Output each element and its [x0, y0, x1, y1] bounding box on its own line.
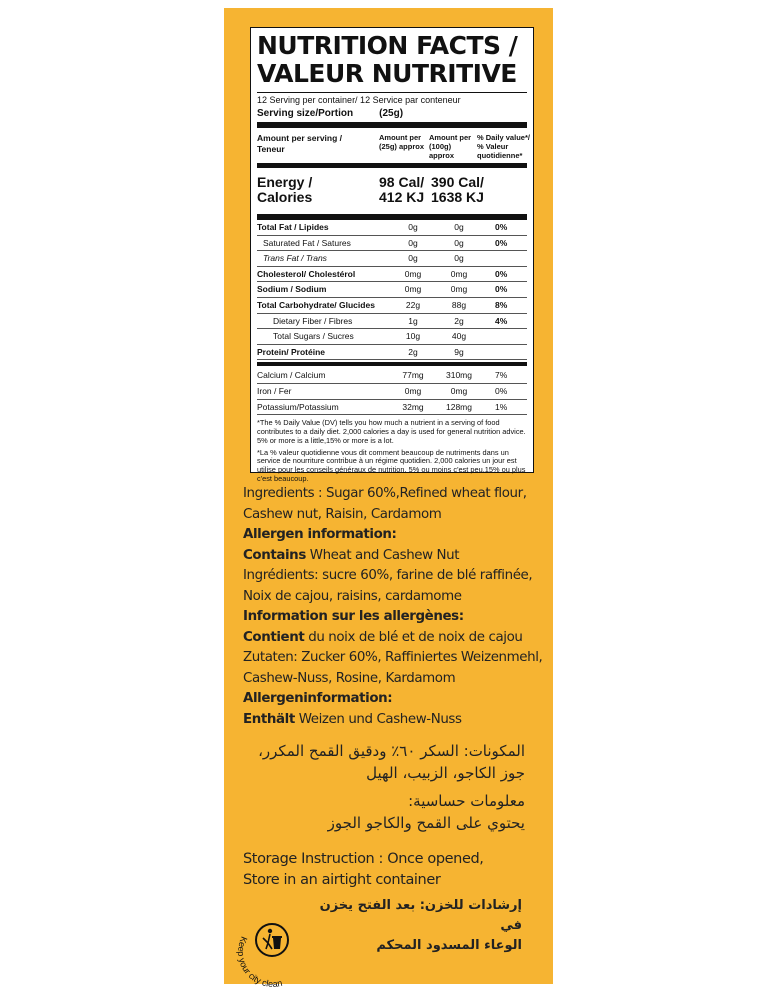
- ingredients-fr-line: Noix de cajou, raisins, cardamome: [243, 588, 462, 604]
- nutrient-name: Saturated Fat / Satures: [263, 237, 351, 248]
- ingredients-ar-section: [243, 740, 525, 834]
- daily-value: 0%: [495, 237, 508, 248]
- footnote-fr: *La % valeur quotidienne vous dit comment beaucoup de nutriments dans un service de nourriture contribue à un régime quotidien. 2,000 calories un jour est utilise pour les conseils généraux de nutrition. 5% ou moins c'est peu,15% ou plus c'est beaucoup.: [257, 447, 526, 483]
- header-amount-100g: Amount per (100g) approx: [429, 133, 472, 160]
- contains-text: Weizen und Cashew-Nuss: [294, 711, 462, 727]
- allergen-heading-fr: Information sur les allergènes:: [243, 609, 464, 624]
- daily-value: 0%: [495, 222, 508, 232]
- amount-25g: 0g: [408, 222, 418, 232]
- daily-value: [485, 329, 531, 344]
- trash-bin-person-icon: [226, 918, 316, 988]
- amount-100g: 88g: [451, 299, 467, 310]
- ingredients-fr-line: Ingrédients: sucre 60%, farine de blé raffinée,: [243, 568, 533, 583]
- energy-cal-25g: 98 Cal/: [379, 174, 425, 190]
- allergen-contains-fr: [243, 628, 543, 649]
- divider-thick: [257, 122, 527, 128]
- servings-section: [257, 92, 527, 119]
- amount-25g: 32mg: [402, 401, 424, 412]
- nutrient-row: [257, 345, 527, 361]
- amount-100g: 310mg: [446, 370, 472, 381]
- amount-100g: 0g: [454, 253, 464, 264]
- amount-25g: 0mg: [404, 268, 422, 279]
- ingredients-en-line: Ingredients : Sugar 60%,Refined wheat flour,: [243, 486, 527, 501]
- serving-size-value: (25g): [379, 108, 404, 119]
- nutrition-title-fr: VALEUR NUTRITIVE: [257, 59, 517, 88]
- daily-value: 4%: [495, 315, 508, 326]
- energy-row: [257, 170, 527, 211]
- footnotes: [257, 419, 527, 484]
- daily-value: 0%: [495, 268, 508, 279]
- header-amount-per-serving: Amount per serving / Teneur: [257, 133, 343, 154]
- energy-25g: [379, 175, 431, 205]
- energy-kj-100g: 1638 KJ: [431, 189, 484, 205]
- ingredients-ar-line: جوز الكاجو، الزبيب، الهيل: [366, 764, 525, 782]
- nutrient-name: Potassium/Potassium: [257, 401, 339, 412]
- amount-25g: 0mg: [404, 284, 422, 295]
- allergen-heading-ar: معلومات حساسية:: [408, 792, 525, 810]
- header-amount-25g: Amount per (25g) approx: [379, 133, 425, 151]
- contains-text: du noix de blé et de noix de cajou: [304, 629, 523, 645]
- amount-25g: 0g: [408, 237, 418, 248]
- daily-value: 0%: [495, 284, 508, 295]
- amount-100g: 0mg: [450, 284, 468, 295]
- nutrient-name: Iron / Fer: [257, 385, 292, 396]
- amount-25g: 22g: [405, 299, 421, 310]
- nutrient-row: [257, 267, 527, 283]
- amount-25g: 77mg: [402, 370, 424, 381]
- contains-label: Enthält: [243, 711, 295, 727]
- daily-value: 0%: [495, 385, 508, 396]
- amount-100g: 0g: [454, 237, 464, 248]
- amount-25g: 0mg: [404, 385, 422, 396]
- nutrient-name: Trans Fat / Trans: [263, 253, 327, 264]
- nutrient-row: [257, 282, 527, 298]
- allergen-heading-en: Allergen information:: [243, 527, 397, 542]
- nutrition-title-en: NUTRITION FACTS /: [257, 31, 518, 60]
- keep-clean-logo: [226, 918, 316, 988]
- energy-kj-25g: 412 KJ: [379, 189, 425, 205]
- serving-size-label: Serving size/Portion: [257, 108, 354, 119]
- amount-100g: 0mg: [450, 268, 468, 279]
- nutrient-name: Cholesterol/ Cholestérol: [257, 268, 356, 279]
- header-daily-value: % Daily value*/ % Valeur quotidienne*: [477, 133, 530, 160]
- storage-instructions-ar: [300, 896, 522, 956]
- keep-clean-text: Keep your city clean: [236, 935, 284, 988]
- allergen-contains-de: [243, 710, 543, 731]
- nutrient-row: [257, 384, 527, 400]
- nutrient-row: [257, 298, 527, 314]
- amount-25g: 0g: [408, 253, 418, 264]
- divider-medium: [257, 362, 527, 366]
- serving-size: [257, 108, 527, 119]
- ingredients-de-line: Zutaten: Zucker 60%, Raffiniertes Weizenmehl,: [243, 650, 543, 665]
- allergen-contains-ar: يحتوي على القمح والكاجو الجوز: [327, 814, 525, 832]
- servings-per-container: 12 Serving per container/ 12 Service par conteneur: [257, 95, 461, 105]
- nutrient-row: [257, 220, 527, 236]
- nutrient-name: Dietary Fiber / Fibres: [273, 315, 353, 326]
- ingredients-de-line: Cashew-Nuss, Rosine, Kardamom: [243, 670, 456, 686]
- allergen-heading-de: Allergeninformation:: [243, 691, 393, 706]
- column-header: [257, 130, 530, 160]
- ingredients-ar-line: المكونات: السكر ٦٠٪ ودقيق القمح المكرر،: [258, 742, 525, 760]
- nutrient-name: Total Carbohydrate/ Glucides: [257, 299, 375, 310]
- nutrient-name: Sodium / Sodium: [257, 284, 327, 295]
- storage-en-line: Storage Instruction : Once opened,: [243, 851, 484, 867]
- allergen-contains-en: [243, 546, 543, 567]
- daily-value: 1%: [495, 401, 508, 412]
- nutrient-row: [257, 236, 527, 252]
- nutrient-row: [257, 400, 527, 416]
- footnote-en: *The % Daily Value (DV) tells you how much a nutrient in a serving of food contributes to a daily diet. 2,000 calories a day is used for general nutrition advice. 5% or more is a little,15% or more is a lot.: [257, 418, 526, 445]
- ingredients-en-line: Cashew nut, Raisin, Cardamom: [243, 506, 442, 522]
- nutrition-facts-label: [250, 27, 534, 483]
- storage-en-line: Store in an airtight container: [243, 872, 441, 888]
- nutrient-name: Protein/ Protéine: [257, 346, 326, 357]
- contains-text: Wheat and Cashew Nut: [305, 547, 460, 563]
- energy-label: Energy / Calories: [257, 174, 313, 205]
- daily-value: [485, 345, 531, 360]
- divider-thick: [257, 163, 527, 168]
- energy-100g: [431, 175, 487, 205]
- daily-value: 8%: [495, 299, 508, 310]
- storage-ar-line: الوعاء المسدود المحكم: [376, 938, 522, 953]
- amount-100g: 0mg: [450, 385, 468, 396]
- contains-label: Contient: [243, 629, 305, 645]
- daily-value: 7%: [495, 370, 508, 381]
- amount-100g: 2g: [454, 315, 464, 326]
- nutrient-row: [257, 368, 527, 384]
- contains-label: Contains: [243, 547, 306, 563]
- nutrient-row: [257, 329, 527, 345]
- nutrient-row: [257, 251, 527, 267]
- amount-25g: 2g: [408, 346, 418, 357]
- amount-100g: 128mg: [446, 401, 472, 412]
- amount-100g: 40g: [451, 331, 467, 342]
- nutrient-name: Total Fat / Lipides: [257, 222, 329, 232]
- mineral-table: [257, 368, 527, 415]
- storage-ar-line: إرشادات للخزن: بعد الفتح يخزن في: [319, 898, 522, 933]
- nutrient-table: [257, 220, 527, 360]
- storage-instructions: [243, 849, 543, 891]
- nutrient-name: Calcium / Calcium: [257, 370, 326, 381]
- amount-25g: 1g: [408, 315, 418, 326]
- amount-25g: 10g: [405, 331, 421, 342]
- daily-value: [485, 251, 531, 266]
- energy-cal-100g: 390 Cal/: [431, 174, 484, 190]
- amount-100g: 0g: [454, 222, 464, 232]
- nutrient-name: Total Sugars / Sucres: [273, 331, 354, 342]
- amount-100g: 9g: [454, 346, 464, 357]
- nutrient-row: [257, 314, 527, 330]
- ingredients-section: [243, 484, 543, 730]
